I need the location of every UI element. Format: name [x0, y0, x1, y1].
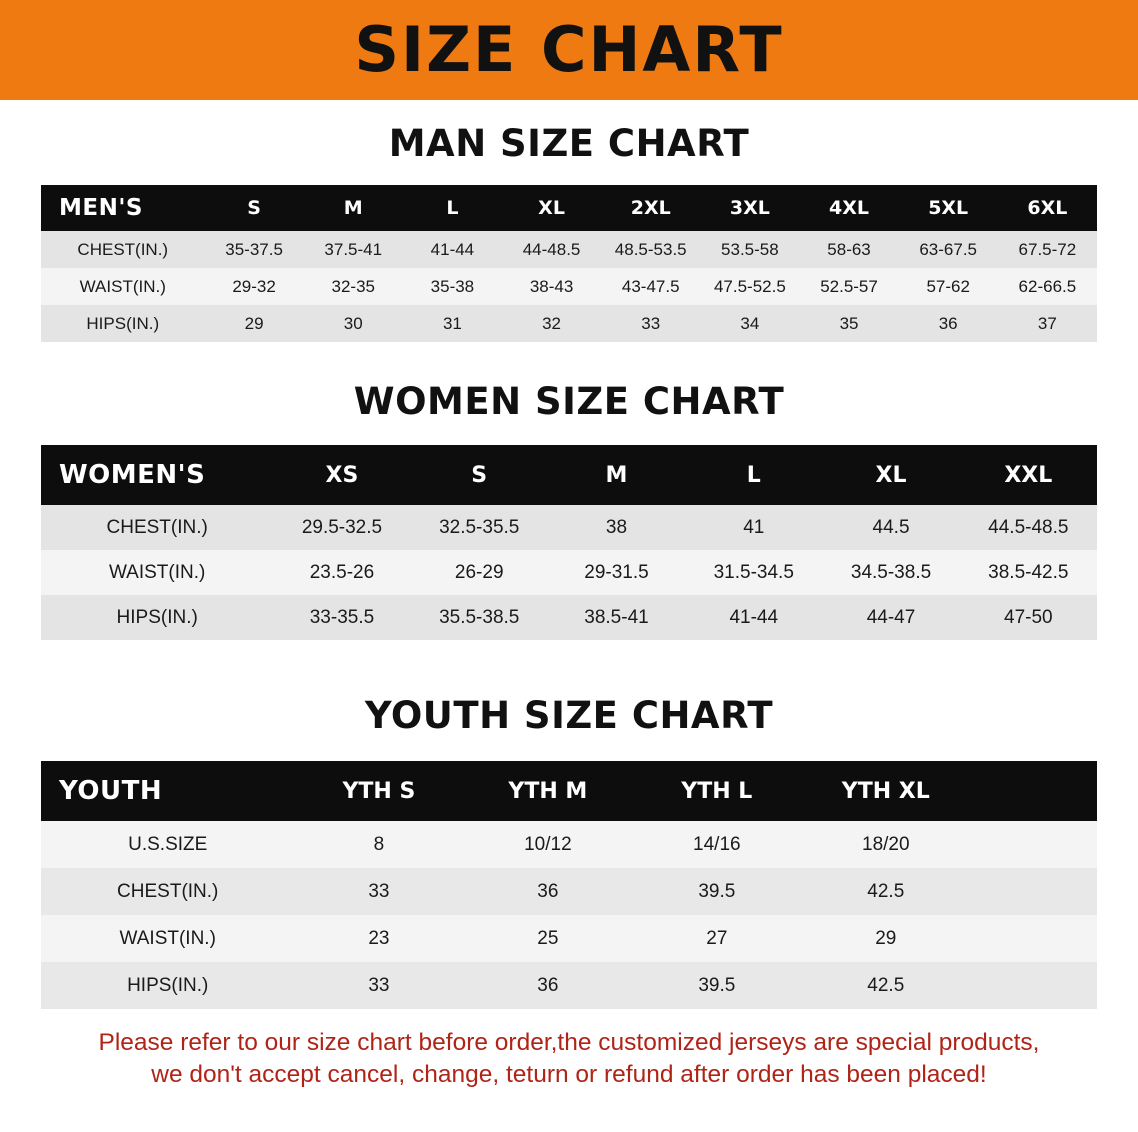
table-header-row: [41, 185, 1097, 231]
table-cell: 57-62: [899, 268, 998, 305]
table-cell: 58-63: [799, 231, 898, 268]
table-header-cell: L: [685, 445, 822, 505]
table-cell-spacer: [970, 821, 1097, 868]
table-cell: 32-35: [304, 268, 403, 305]
table-row: [41, 595, 1097, 640]
table-cell-spacer: [970, 868, 1097, 915]
table-cell: 32: [502, 305, 601, 342]
table-cell: 37.5-41: [304, 231, 403, 268]
footer-note: [40, 1027, 1098, 1092]
table-cell: 43-47.5: [601, 268, 700, 305]
table-cell: 32.5-35.5: [411, 505, 548, 550]
table-cell: 38.5-42.5: [960, 550, 1097, 595]
table-row: [41, 305, 1097, 342]
table-header-cell: YTH S: [294, 761, 463, 821]
table-cell: 33: [294, 868, 463, 915]
table-row: [41, 268, 1097, 305]
table-header-cell: XL: [502, 185, 601, 231]
table-header-spacer: [970, 761, 1097, 821]
table-header-row: [41, 445, 1097, 505]
table-row: [41, 821, 1097, 868]
table-row: [41, 868, 1097, 915]
table-cell: 29: [205, 305, 304, 342]
row-label: HIPS(IN.): [41, 595, 273, 640]
table-cell: 42.5: [801, 868, 970, 915]
man-table-wrapper: [41, 185, 1097, 342]
table-cell: 29: [801, 915, 970, 962]
table-cell: 44.5-48.5: [960, 505, 1097, 550]
table-cell: 67.5-72: [998, 231, 1097, 268]
table-cell: 23.5-26: [273, 550, 410, 595]
table-cell: 30: [304, 305, 403, 342]
row-label: WAIST(IN.): [41, 550, 273, 595]
table-cell: 29-31.5: [548, 550, 685, 595]
table-cell: 33-35.5: [273, 595, 410, 640]
row-label: CHEST(IN.): [41, 868, 294, 915]
table-cell: 26-29: [411, 550, 548, 595]
table-cell: 39.5: [632, 962, 801, 1009]
table-header-cell: XS: [273, 445, 410, 505]
table-cell: 38-43: [502, 268, 601, 305]
table-row: [41, 962, 1097, 1009]
table-cell: 23: [294, 915, 463, 962]
footer-note-line-1: Please refer to our size chart before order,the customized jerseys are special products,: [98, 1029, 1040, 1056]
table-cell: 38: [548, 505, 685, 550]
table-cell: 44-47: [822, 595, 959, 640]
table-header-cell: XL: [822, 445, 959, 505]
youth-size-table: [41, 761, 1097, 1009]
table-cell: 63-67.5: [899, 231, 998, 268]
table-cell: 42.5: [801, 962, 970, 1009]
table-cell: 36: [463, 868, 632, 915]
table-row: [41, 231, 1097, 268]
man-size-table: [41, 185, 1097, 342]
banner: [0, 0, 1138, 100]
women-table-wrapper: [41, 445, 1097, 640]
table-header-cell: S: [205, 185, 304, 231]
table-cell: 62-66.5: [998, 268, 1097, 305]
women-section-heading: WOMEN SIZE CHART: [353, 380, 785, 423]
row-label: CHEST(IN.): [41, 231, 205, 268]
table-header-cell: YOUTH: [41, 761, 294, 821]
table-header-cell: YTH L: [632, 761, 801, 821]
table-cell: 29-32: [205, 268, 304, 305]
youth-section-heading: YOUTH SIZE CHART: [364, 694, 774, 737]
table-cell: 25: [463, 915, 632, 962]
table-cell: 36: [899, 305, 998, 342]
table-cell: 27: [632, 915, 801, 962]
table-cell: 47.5-52.5: [700, 268, 799, 305]
table-cell: 37: [998, 305, 1097, 342]
table-header-cell: YTH XL: [801, 761, 970, 821]
row-label: WAIST(IN.): [41, 268, 205, 305]
table-cell: 53.5-58: [700, 231, 799, 268]
table-cell: 41-44: [403, 231, 502, 268]
table-cell-spacer: [970, 962, 1097, 1009]
table-cell: 48.5-53.5: [601, 231, 700, 268]
row-label: HIPS(IN.): [41, 962, 294, 1009]
table-cell: 38.5-41: [548, 595, 685, 640]
table-cell: 35.5-38.5: [411, 595, 548, 640]
table-cell-spacer: [970, 915, 1097, 962]
table-cell: 41: [685, 505, 822, 550]
row-label: WAIST(IN.): [41, 915, 294, 962]
table-cell: 10/12: [463, 821, 632, 868]
table-cell: 34.5-38.5: [822, 550, 959, 595]
table-header-cell: 2XL: [601, 185, 700, 231]
table-header-cell: S: [411, 445, 548, 505]
table-header-cell: YTH M: [463, 761, 632, 821]
row-label: U.S.SIZE: [41, 821, 294, 868]
table-header-cell: 4XL: [799, 185, 898, 231]
table-cell: 41-44: [685, 595, 822, 640]
table-cell: 8: [294, 821, 463, 868]
table-cell: 44.5: [822, 505, 959, 550]
table-cell: 33: [294, 962, 463, 1009]
table-cell: 36: [463, 962, 632, 1009]
table-cell: 29.5-32.5: [273, 505, 410, 550]
table-header-row: [41, 761, 1097, 821]
table-header-cell: L: [403, 185, 502, 231]
table-row: [41, 550, 1097, 595]
table-header-cell: M: [548, 445, 685, 505]
row-label: HIPS(IN.): [41, 305, 205, 342]
table-cell: 39.5: [632, 868, 801, 915]
table-cell: 52.5-57: [799, 268, 898, 305]
row-label: CHEST(IN.): [41, 505, 273, 550]
table-cell: 31: [403, 305, 502, 342]
table-cell: 35-38: [403, 268, 502, 305]
table-cell: 31.5-34.5: [685, 550, 822, 595]
table-cell: 18/20: [801, 821, 970, 868]
table-row: [41, 505, 1097, 550]
table-cell: 35: [799, 305, 898, 342]
women-size-table: [41, 445, 1097, 640]
table-row: [41, 915, 1097, 962]
table-header-cell: XXL: [960, 445, 1097, 505]
table-header-cell: 5XL: [899, 185, 998, 231]
table-cell: 47-50: [960, 595, 1097, 640]
table-header-cell: WOMEN'S: [41, 445, 273, 505]
table-cell: 34: [700, 305, 799, 342]
table-header-cell: MEN'S: [41, 185, 205, 231]
man-section-heading: MAN SIZE CHART: [388, 122, 750, 165]
footer-note-line-2: we don't accept cancel, change, teturn or refund after order has been placed!: [151, 1061, 987, 1089]
table-header-cell: 6XL: [998, 185, 1097, 231]
table-header-cell: M: [304, 185, 403, 231]
table-cell: 44-48.5: [502, 231, 601, 268]
page-title: SIZE CHART: [354, 13, 784, 86]
table-cell: 35-37.5: [205, 231, 304, 268]
youth-table-wrapper: [41, 761, 1097, 1009]
table-header-cell: 3XL: [700, 185, 799, 231]
table-cell: 14/16: [632, 821, 801, 868]
table-cell: 33: [601, 305, 700, 342]
